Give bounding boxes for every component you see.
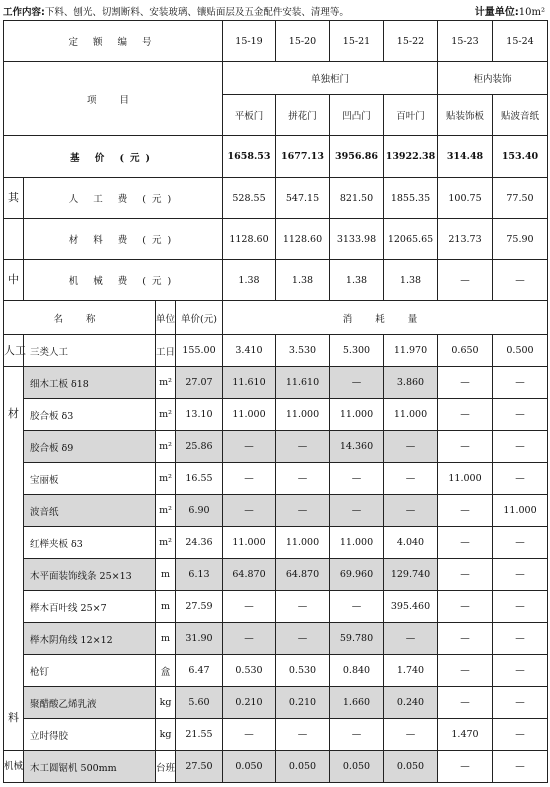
resource-row	[4, 495, 548, 527]
base-price-label: 基 价 (元)	[4, 136, 223, 178]
cost-label: 材 料 费 (元)	[24, 219, 223, 260]
consumption-value: 11.000	[276, 527, 330, 559]
of-which-bottom: 中	[4, 260, 24, 301]
consumption-value: —	[438, 559, 493, 591]
resource-name: 榉木百叶线 25×7	[24, 591, 156, 623]
resource-price: 27.59	[176, 591, 223, 623]
consumption-value: —	[384, 719, 438, 751]
cost-value: 1128.60	[223, 219, 276, 260]
cost-value: 528.55	[223, 178, 276, 219]
consumption-value: —	[330, 719, 384, 751]
base-price-value: 153.40	[493, 136, 548, 178]
cost-value: 100.75	[438, 178, 493, 219]
consumption-value: 11.000	[493, 495, 548, 527]
consumption-value: 64.870	[276, 559, 330, 591]
group-single-door: 单独柜门	[223, 62, 438, 95]
consumption-value: 11.610	[223, 367, 276, 399]
consumption-value: —	[223, 719, 276, 751]
consumption-value: 0.210	[276, 687, 330, 719]
consumption-value: 1.470	[438, 719, 493, 751]
consumption-value: —	[493, 559, 548, 591]
consumption-value: —	[438, 367, 493, 399]
group-cabinet-decor: 柜内装饰	[438, 62, 548, 95]
consumption-value: 11.610	[276, 367, 330, 399]
consumption-value: —	[223, 431, 276, 463]
cost-value: 821.50	[330, 178, 384, 219]
item-name: 拼花门	[276, 95, 330, 136]
item-name: 贴装饰板	[438, 95, 493, 136]
resource-unit: m²	[156, 399, 176, 431]
consumption-value: —	[438, 527, 493, 559]
consumption-value: —	[223, 495, 276, 527]
consumption-value: 0.050	[330, 751, 384, 783]
resource-row	[4, 527, 548, 559]
resource-name: 胶合板 δ9	[24, 431, 156, 463]
consumption-value: —	[493, 751, 548, 783]
resource-name: 木工圆锯机 500mm	[24, 751, 156, 783]
resource-unit: m	[156, 623, 176, 655]
resource-price: 31.90	[176, 623, 223, 655]
consumption-value: 1.740	[384, 655, 438, 687]
consumption-value: 3.530	[276, 335, 330, 367]
consumption-value: —	[330, 591, 384, 623]
base-price-row	[4, 136, 548, 178]
resource-row	[4, 719, 548, 751]
resource-name: 木平面装饰线条 25×13	[24, 559, 156, 591]
consumption-value: —	[438, 431, 493, 463]
resource-unit: 台班	[156, 751, 176, 783]
consumption-value: —	[493, 463, 548, 495]
group-row	[4, 62, 548, 95]
consumption-value: 59.780	[330, 623, 384, 655]
item-name: 凹凸门	[330, 95, 384, 136]
consumption-value: 0.240	[384, 687, 438, 719]
resource-name: 细木工板 δ18	[24, 367, 156, 399]
cost-value: 75.90	[493, 219, 548, 260]
consumption-value: —	[223, 463, 276, 495]
work-content-label: 工作内容:	[3, 7, 45, 18]
resource-unit-header: 单位	[156, 301, 176, 335]
consumption-value: 3.860	[384, 367, 438, 399]
consumption-value: —	[493, 367, 548, 399]
consumption-value: —	[384, 623, 438, 655]
consumption-value: —	[493, 687, 548, 719]
category-machine: 机械	[4, 751, 24, 783]
consumption-value: 1.660	[330, 687, 384, 719]
consumption-value: 11.000	[223, 399, 276, 431]
item-name: 百叶门	[384, 95, 438, 136]
item-name: 贴波音纸	[493, 95, 548, 136]
consumption-header: 消 耗 量	[223, 301, 548, 335]
cost-value: 547.15	[276, 178, 330, 219]
resource-name: 宝丽板	[24, 463, 156, 495]
resource-name: 枪钉	[24, 655, 156, 687]
consumption-value: 11.000	[438, 463, 493, 495]
cost-value: 1855.35	[384, 178, 438, 219]
consumption-value: —	[276, 591, 330, 623]
base-price-value: 13922.38	[384, 136, 438, 178]
resource-name: 红榉夹板 δ3	[24, 527, 156, 559]
resource-price: 13.10	[176, 399, 223, 431]
consumption-value: 5.300	[330, 335, 384, 367]
consumption-value: —	[330, 495, 384, 527]
resource-unit: m²	[156, 367, 176, 399]
cost-row	[4, 178, 548, 219]
measure-unit	[475, 3, 545, 18]
consumption-value: —	[438, 495, 493, 527]
item-label-cell: 项 目	[4, 62, 223, 136]
code-label-cell: 定 额 编 号	[4, 21, 223, 62]
consumption-value: —	[276, 623, 330, 655]
cost-value: 1.38	[223, 260, 276, 301]
resource-price: 24.36	[176, 527, 223, 559]
cost-value: 77.50	[493, 178, 548, 219]
consumption-value: 11.970	[384, 335, 438, 367]
cost-value: 1.38	[384, 260, 438, 301]
category-material-top: 材	[8, 407, 19, 420]
work-content-text: 下料、刨光、切割断料、安装玻璃、镶贴面层及五金配件安装、清理等。	[44, 7, 349, 18]
resource-price-header: 单价(元)	[176, 301, 223, 335]
cost-value: 1.38	[276, 260, 330, 301]
resource-row	[4, 559, 548, 591]
resource-row	[4, 367, 548, 399]
consumption-value: —	[223, 591, 276, 623]
resource-price: 25.86	[176, 431, 223, 463]
cost-row	[4, 219, 548, 260]
resource-row	[4, 623, 548, 655]
consumption-value: 0.050	[384, 751, 438, 783]
base-price-value: 1658.53	[223, 136, 276, 178]
quota-code: 15-22	[384, 21, 438, 62]
consumption-value: 11.000	[330, 527, 384, 559]
cost-value: 1.38	[330, 260, 384, 301]
quota-code: 15-20	[276, 21, 330, 62]
resource-row	[4, 591, 548, 623]
resource-unit: m²	[156, 527, 176, 559]
consumption-value: —	[493, 399, 548, 431]
consumption-value: 69.960	[330, 559, 384, 591]
consumption-value: —	[384, 495, 438, 527]
resource-name: 三类人工	[24, 335, 156, 367]
consumption-value: 0.050	[223, 751, 276, 783]
consumption-value: —	[276, 463, 330, 495]
consumption-value: —	[438, 591, 493, 623]
item-name: 平板门	[223, 95, 276, 136]
resource-row	[4, 463, 548, 495]
consumption-value: 14.360	[330, 431, 384, 463]
cost-label: 机 械 费 (元)	[24, 260, 223, 301]
consumption-value: —	[438, 687, 493, 719]
consumption-value: 0.530	[223, 655, 276, 687]
resource-header-row	[4, 301, 548, 335]
base-price-value: 3956.86	[330, 136, 384, 178]
consumption-value: —	[276, 495, 330, 527]
consumption-value: —	[438, 623, 493, 655]
cost-row	[4, 260, 548, 301]
resource-price: 27.50	[176, 751, 223, 783]
measure-unit-value: 10m²	[518, 7, 545, 18]
page-header	[3, 0, 547, 20]
resource-price: 27.07	[176, 367, 223, 399]
resource-name: 榉木阴角线 12×12	[24, 623, 156, 655]
consumption-value: —	[276, 431, 330, 463]
quota-code: 15-21	[330, 21, 384, 62]
of-which-middle	[4, 219, 24, 260]
cost-value: —	[438, 260, 493, 301]
code-row	[4, 21, 548, 62]
consumption-value: —	[438, 655, 493, 687]
consumption-value: —	[276, 719, 330, 751]
resource-unit: m	[156, 559, 176, 591]
consumption-value: 0.530	[276, 655, 330, 687]
consumption-value: 0.650	[438, 335, 493, 367]
resource-row	[4, 399, 548, 431]
cost-value: 12065.65	[384, 219, 438, 260]
quota-table	[3, 20, 548, 783]
cost-value: 213.73	[438, 219, 493, 260]
resource-row	[4, 655, 548, 687]
category-material-bottom: 料	[8, 711, 19, 724]
consumption-value: 0.500	[493, 335, 548, 367]
consumption-value: —	[493, 655, 548, 687]
resource-unit: m²	[156, 463, 176, 495]
resource-price: 21.55	[176, 719, 223, 751]
consumption-value: —	[330, 367, 384, 399]
resource-price: 6.90	[176, 495, 223, 527]
consumption-value: —	[223, 623, 276, 655]
resource-row	[4, 431, 548, 463]
consumption-value: —	[493, 623, 548, 655]
category-material	[4, 367, 24, 751]
consumption-value: 0.050	[276, 751, 330, 783]
consumption-value: 64.870	[223, 559, 276, 591]
resource-price: 155.00	[176, 335, 223, 367]
consumption-value: 129.740	[384, 559, 438, 591]
consumption-value: 3.410	[223, 335, 276, 367]
resource-unit: 盒	[156, 655, 176, 687]
consumption-value: 395.460	[384, 591, 438, 623]
cost-value: —	[493, 260, 548, 301]
resource-name: 聚醋酸乙烯乳液	[24, 687, 156, 719]
consumption-value: 11.000	[276, 399, 330, 431]
cost-label: 人 工 费 (元)	[24, 178, 223, 219]
resource-price: 6.13	[176, 559, 223, 591]
consumption-value: —	[438, 399, 493, 431]
resource-unit: kg	[156, 687, 176, 719]
resource-row	[4, 687, 548, 719]
consumption-value: —	[330, 463, 384, 495]
measure-unit-label: 计量单位:	[474, 7, 519, 18]
resource-unit: m²	[156, 431, 176, 463]
resource-unit: m	[156, 591, 176, 623]
category-labor: 人工	[4, 335, 24, 367]
quota-code: 15-19	[223, 21, 276, 62]
resource-name: 波音纸	[24, 495, 156, 527]
cost-value: 3133.98	[330, 219, 384, 260]
consumption-value: —	[384, 463, 438, 495]
consumption-value: —	[493, 431, 548, 463]
consumption-value: 0.840	[330, 655, 384, 687]
quota-code: 15-23	[438, 21, 493, 62]
consumption-value: —	[438, 751, 493, 783]
quota-code: 15-24	[493, 21, 548, 62]
consumption-value: 11.000	[223, 527, 276, 559]
consumption-value: —	[493, 527, 548, 559]
resource-price: 16.55	[176, 463, 223, 495]
resource-unit: kg	[156, 719, 176, 751]
resource-name: 胶合板 δ3	[24, 399, 156, 431]
work-content	[3, 4, 349, 18]
consumption-value: —	[493, 591, 548, 623]
consumption-value: 11.000	[384, 399, 438, 431]
resource-unit: 工日	[156, 335, 176, 367]
consumption-value: 11.000	[330, 399, 384, 431]
consumption-value: —	[384, 431, 438, 463]
resource-row	[4, 335, 548, 367]
cost-value: 1128.60	[276, 219, 330, 260]
resource-name-header: 名 称	[4, 301, 156, 335]
consumption-value: 4.040	[384, 527, 438, 559]
resource-unit: m²	[156, 495, 176, 527]
base-price-value: 1677.13	[276, 136, 330, 178]
base-price-value: 314.48	[438, 136, 493, 178]
consumption-value: 0.210	[223, 687, 276, 719]
resource-row	[4, 751, 548, 783]
resource-price: 5.60	[176, 687, 223, 719]
resource-name: 立时得胶	[24, 719, 156, 751]
resource-price: 6.47	[176, 655, 223, 687]
of-which-top: 其	[4, 178, 24, 219]
consumption-value: —	[493, 719, 548, 751]
